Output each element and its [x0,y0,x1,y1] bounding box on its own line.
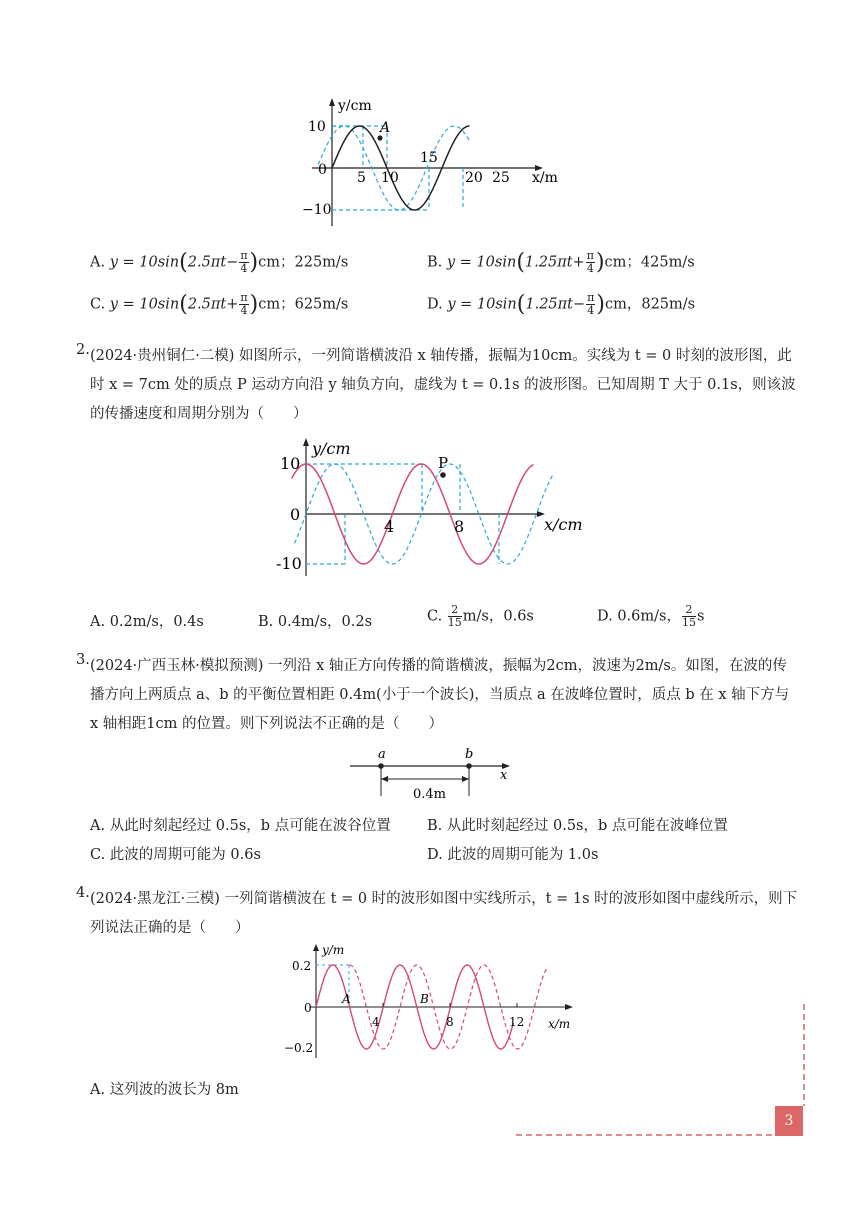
q3-arrow-right [462,776,469,782]
q4-point-b-label: B [420,992,429,1006]
q4-ytick: 0 [304,1001,312,1015]
q3-distance-label: 0.4m [413,787,447,802]
q1-y-arrow [329,98,335,106]
page-number: 3 [775,1106,803,1136]
page-corner-decoration [510,1000,810,1140]
q2-ytick: 0 [290,505,301,524]
q2-option-d: D. 0.6m/s， $\frac{2}{15}$ s [597,603,705,629]
q3-arrow-left [381,776,388,782]
q4-option-a: A. 这列波的波长为 8m [90,1082,239,1098]
q4-point-a-label: A [342,992,351,1006]
q1-xtick: 15 [420,150,438,166]
q3-label-b: b [465,747,474,762]
q2-y-label: y/cm [312,439,351,458]
q3-number: 3. [76,652,90,668]
q1-xtick: 25 [492,170,510,186]
q1-xtick: 10 [381,170,399,186]
q3-label-a: a [378,747,386,762]
q2-number: 2. [76,342,90,358]
q4-text: (2024·黑龙江·三模) 一列简谐横波在 t = 0 时的波形如图中实线所示，t = 1s 时的波形如图中虚线所示，则下列说法正确的是（ ） [90,891,798,936]
q2-wave-figure [268,436,598,586]
q4-ytick: −0.2 [284,1041,314,1055]
q2-y-arrow [303,438,309,446]
q1-y-label: y/cm [338,98,372,114]
q4-y-label: y/m [322,943,345,957]
q4-ytick: 0.2 [292,959,312,973]
q1-ytick: −10 [302,202,332,218]
q2-option-c: C. $\frac{2}{15}$ m/s，0.6s [427,603,534,629]
q2-option-a: A. 0.2m/s，0.4s [90,614,204,630]
q2-point-p [440,472,446,478]
q1-xtick: 5 [357,170,366,186]
q3-option-c: C. 此波的周期可能为 0.6s [90,847,261,863]
q2-option-b: B. 0.4m/s，0.2s [258,614,373,630]
q2-xtick: 8 [454,517,465,536]
q1-point-a [377,135,382,140]
q2-ytick: 10 [280,454,301,473]
q4-number: 4. [76,885,90,901]
q3-option-a: A. 从此时刻起经过 0.5s，b 点可能在波谷位置 [90,818,391,834]
q2-ytick: -10 [276,554,302,573]
q2-xtick: 4 [384,517,395,536]
q3-text: (2024·广西玉林·模拟预测) 一列沿 x 轴正方向传播的简谐横波，振幅为2cm，波速为2m/s。如图，在波的传播方向上两质点 a、b 的平衡位置相距 0.4m(小于一个波长)，当质点 a 在波峰位置时，质点 b 在 x 轴下方与 x 轴相距1cm 的位置。则下列说法不正确的是（ ） [90,658,790,732]
q1-wave-figure [300,96,570,232]
q1-xtick: 20 [465,170,483,186]
q3-option-d: D. 此波的周期可能为 1.0s [427,847,599,863]
q1-option-d: D. y = 10sin(1.25πt− $\frac{\pi}{4}$ )cm，825m/s [427,291,696,317]
q3-option-b: B. 从此时刻起经过 0.5s，b 点可能在波峰位置 [427,818,728,834]
q2-text: (2024·贵州铜仁·二模) 如图所示，一列简谐横波沿 x 轴传播，振幅为10cm。实线为 t = 0 时刻的波形图，此时 x = 7cm 处的质点 P 运动方向沿 y 轴负方向，虚线为 t = 0.1s 的波形图。已知周期 T 大于 0.1s，则该波的传播速度和周期分别为（ ） [90,348,796,422]
q2-point-p-label: P [438,454,449,472]
q4-xtick: 8 [446,1015,454,1029]
q2-x-label: x/cm [544,515,583,534]
q1-ytick: 10 [308,119,326,135]
q4-xtick: 12 [509,1015,525,1029]
q4-x-label: x/m [548,1017,571,1031]
q4-xtick: 4 [372,1015,380,1029]
q3-label-x: x [500,768,508,783]
q1-option-b: B. y = 10sin(1.25πt+ $\frac{\pi}{4}$ )cm；425m/s [427,249,695,275]
q1-x-label: x/m [532,170,558,186]
q3-figure [345,744,520,802]
q1-option-a: A. y = 10sin(2.5πt− $\frac{\pi}{4}$ )cm；225m/s [90,249,349,275]
q1-option-c: C. y = 10sin(2.5πt+ $\frac{\pi}{4}$ )cm；625m/s [90,291,349,317]
q1-ytick: 0 [318,162,327,178]
q1-point-a-label: A [380,120,391,136]
q4-y-arrow [313,944,319,951]
